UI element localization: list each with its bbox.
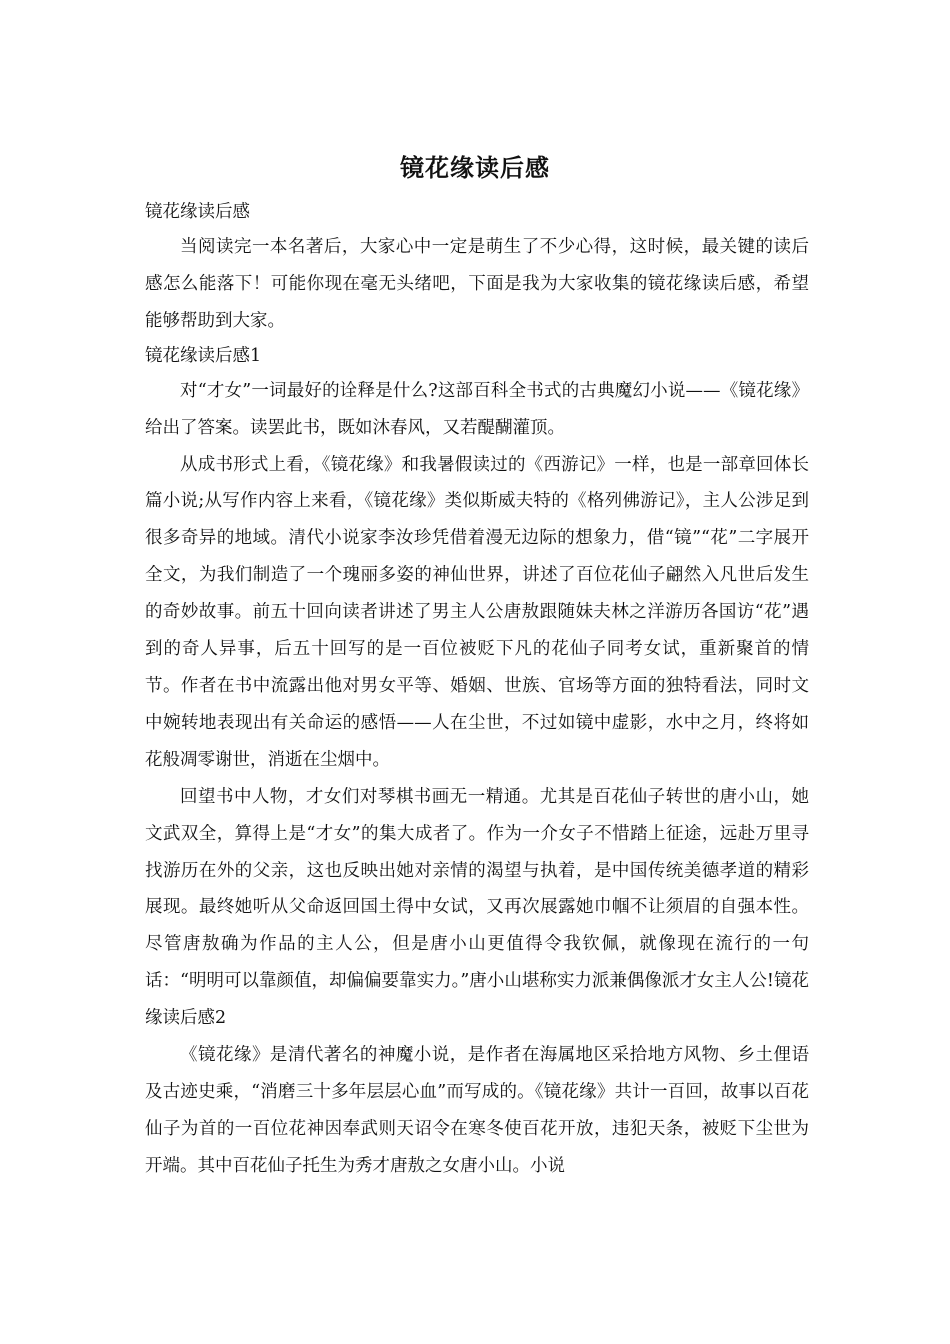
section-heading: 镜花缘读后感 — [145, 202, 250, 222]
body-paragraph: 从成书形式上看，《镜花缘》和我暑假读过的《西游记》一样，也是一部章回体长篇小说;从写作内容上来看，《镜花缘》类似斯威夫特的《格列佛游记》，主人公涉足到很多奇异的地域。清代小说家李汝珍凭借着漫无边际的想象力，借“镜”“花”二字展开全文，为我们制造了一个瑰丽多姿的神仙世界，讲述了百位花仙子翩然入凡世后发生的奇妙故事。前五十回向读者讲述了男主人公唐敖跟随妹夫林之洋游历各国访“花”遇到的奇人异事，后五十回写的是一百位被贬下凡的花仙子同考女试，重新聚首的情节。作者在书中流露出他对男女平等、婚姻、世族、官场等方面的独特看法，同时文中婉转地表现出有关命运的感悟——人在尘世，不过如镜中虚影，水中之月，终将如花般凋零谢世，消逝在尘烟中。 — [145, 454, 809, 770]
body-paragraph: 回望书中人物，才女们对琴棋书画无一精通。尤其是百花仙子转世的唐小山，她文武双全，算得上是“才女”的集大成者了。作为一介女子不惜踏上征途，远赴万里寻找游历在外的父亲，这也反映出她对亲情的渴望与执着，是中国传统美德孝道的精彩展现。最终她听从父命返回国土得中女试，又再次展露她巾帼不让须眉的自强本性。尽管唐敖确为作品的主人公，但是唐小山更值得令我钦佩，就像现在流行的一句话：“明明可以靠颜值，却偏偏要靠实力。”唐小山堪称实力派兼偶像派才女主人公!镜花缘读后感2 — [145, 786, 809, 1029]
document-body — [145, 196, 809, 1185]
body-paragraph: 对“才女”一词最好的诠释是什么?这部百科全书式的古典魔幻小说——《镜花缘》给出了答案。读罢此书，既如沐春风，又若醍醐灌顶。 — [145, 380, 809, 438]
document-title: 镜花缘读后感 — [400, 154, 550, 182]
body-paragraph: 《镜花缘》是清代著名的神魔小说，是作者在海属地区采拾地方风物、乡土俚语及古迹史乘，“消磨三十多年层层心血”而写成的。《镜花缘》共计一百回，故事以百花仙子为首的一百位花神因奉武则天诏令在寒冬使百花开放，违犯天条，被贬下尘世为开端。其中百花仙子托生为秀才唐敖之女唐小山。小说 — [145, 1045, 809, 1176]
intro-paragraph: 当阅读完一本名著后，大家心中一定是萌生了不少心得，这时候，最关键的读后感怎么能落下！可能你现在毫无头绪吧，下面是我为大家收集的镜花缘读后感，希望能够帮助到大家。 — [145, 237, 809, 331]
section-heading-1: 镜花缘读后感1 — [145, 345, 262, 366]
